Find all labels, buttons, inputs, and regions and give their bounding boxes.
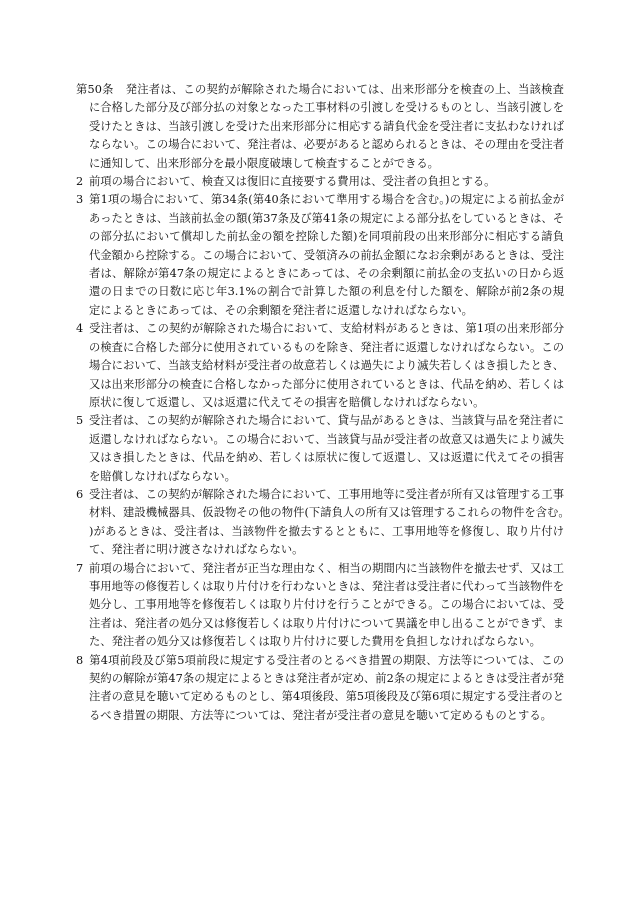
paragraph-text: 第4項前段及び第5項前段に規定する受注者のとるべき措置の期限、方法等については、この契約の解除が第47条の規定によるときは発注者が定め、前2条の規定によるときは受注者が発注者の意見を聴いて定めるものとし、第4項後段、第5項後段及び第6項に規定する受注者のとるべき措置の期限、方法等については、発注者が受注者の意見を聴いて定めるものとする。 — [89, 653, 564, 722]
paragraph-text: 前項の場合において、発注者が正当な理由なく、相当の期間内に当該物件を撤去せず、又は工事用地等の修復若しくは取り片付けを行わないときは、発注者は受注者に代わって当該物件を処分し、工事用地等を修復若しくは取り片付けを行うことができる。この場合においては、受注者は、発注者の処分又は修復若しくは取り片付けについて異議を申し出ることができず、また、発注者の処分又は修復若しくは取り片付けに要した費用を負担しなければならない。 — [89, 561, 564, 649]
article-body: 発注者は、この契約が解除された場合においては、出来形部分を検査の上、当該検査に合格した部分及び部分払の対象となった工事材料の引渡しを受けるものとし、当該引渡しを受けたときは、当該引渡しを受けた出来形部分に相応する請負代金を受注者に支払わなければならない。この場合において、発注者は、必要があると認められるときは、その理由を受注者に通知して、出来形部分を最小限度破壊して検査することができる。 — [89, 83, 564, 170]
paragraph-number: 3 — [76, 193, 84, 207]
paragraph-2 — [76, 173, 564, 191]
paragraph-6 — [76, 486, 564, 560]
article-50 — [76, 81, 564, 173]
document-page — [76, 81, 564, 725]
paragraph-text: 受注者は、この契約が解除された場合において、支給材料があるときは、第1項の出来形部分の検査に合格した部分に使用されているものを除き、発注者に返還しなければならない。この場合において、当該支給材料が受注者の故意若しくは過失により滅失若しくはき損したとき、又は出来形部分の検査に合格しなかった部分に使用されているときは、代品を納め、若しくは原状に復して返還し、又は返還に代えてその損害を賠償しなければならない。 — [89, 322, 564, 409]
paragraph-text: 受注者は、この契約が解除された場合において、貸与品があるときは、当該貸与品を発注者に返還しなければならない。この場合において、当該貸与品が受注者の故意又は過失により滅失又はき損したときは、代品を納め、若しくは原状に復して返還し、又は返還に代えてその損害を賠償しなければならない。 — [89, 414, 564, 483]
article-title: 第50条 — [76, 83, 114, 96]
paragraph-4 — [76, 320, 564, 412]
paragraph-number: 6 — [76, 487, 84, 501]
paragraph-number: 8 — [76, 653, 84, 667]
paragraph-7 — [76, 560, 564, 652]
paragraph-text: 前項の場合において、検査又は復旧に直接要する費用は、受注者の負担とする。 — [89, 175, 496, 189]
paragraph-text: 受注者は、この契約が解除された場合において、工事用地等に受注者が所有又は管理する工事材料、建設機械器具、仮設物その他の物件(下請負人の所有又は管理するこれらの物件を含む。)があるときは、受注者は、当該物件を撤去するとともに、工事用地等を修復し、取り片付けて、発注者に明け渡さなければならない。 — [89, 487, 564, 557]
paragraph-8 — [76, 652, 564, 726]
paragraph-5 — [76, 412, 564, 486]
paragraph-number: 4 — [76, 322, 84, 336]
paragraph-number: 2 — [76, 175, 84, 189]
paragraph-3 — [76, 191, 564, 320]
paragraph-number: 5 — [76, 414, 84, 428]
paragraph-number: 7 — [76, 561, 84, 575]
paragraph-text: 第1項の場合において、第34条(第40条において準用する場合を含む。)の規定による前払金があったときは、当該前払金の額(第37条及び第41条の規定による部分払をしているときは、その部分払において償却した前払金の額を控除した額)を同項前段の出来形部分に相応する請負代金額から控除する。この場合において、受領済みの前払金額になお余剰があるときは、受注者は、解除が第47条の規定によるときにあっては、その余剰額に前払金の支払いの日から返還の日までの日数に応じ年3.1%の割合で計算した額の利息を付した額を、解除が前2条の規定によるときにあっては、その余剰額を発注者に返還しなければならない。 — [89, 193, 564, 317]
